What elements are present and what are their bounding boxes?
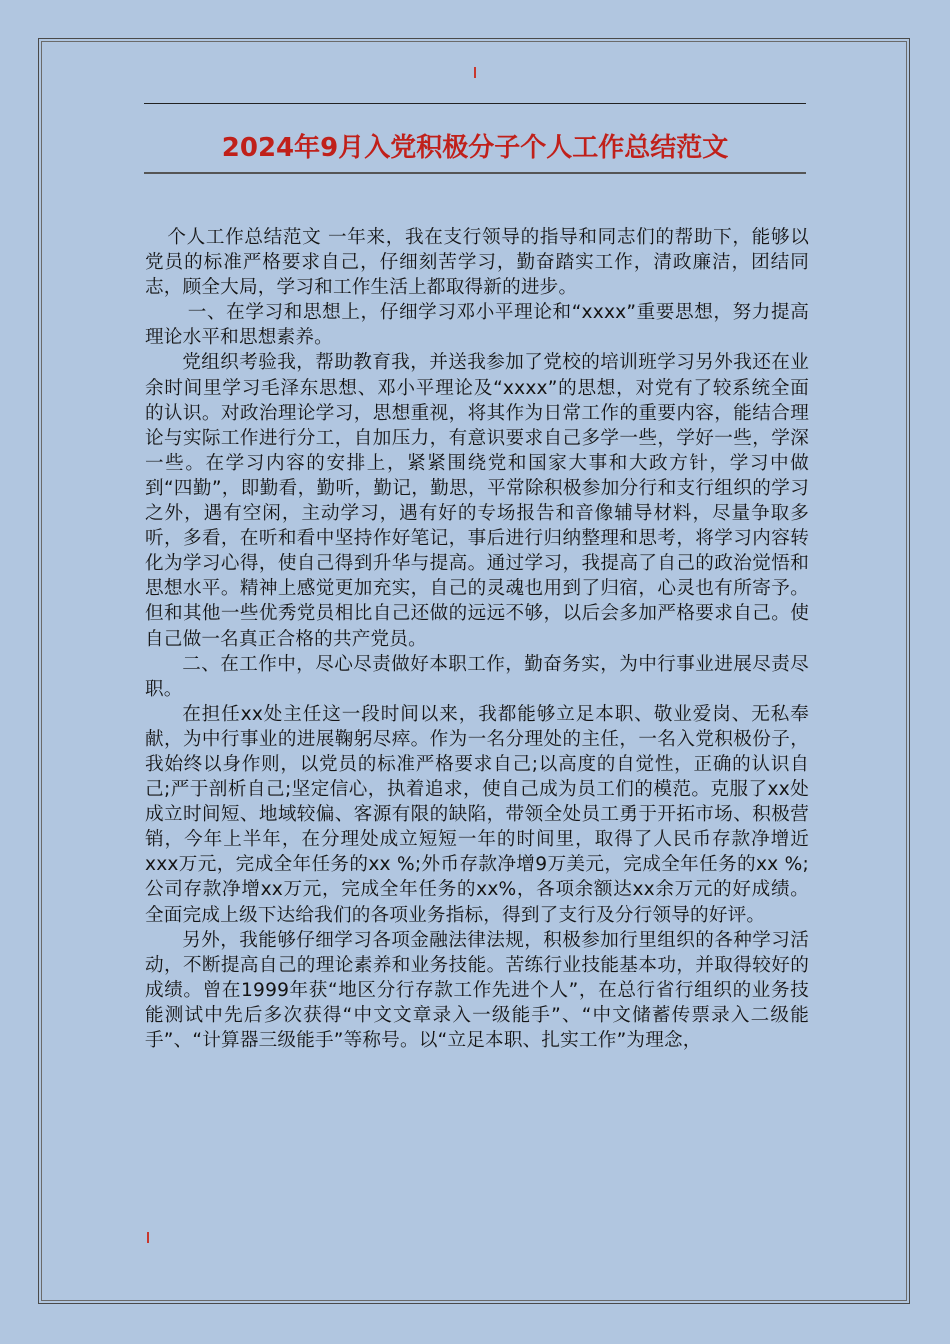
section-heading-2: 二、在工作中，尽心尽责做好本职工作，勤奋务实，为中行事业进展尽责尽职。 [145,653,809,700]
header-rule [144,103,806,104]
document-title: 2024年9月入党积极分子个人工作总结范文 [221,133,729,163]
section-heading-1: 一、在学习和思想上，仔细学习邓小平理论和“xxxx”重要思想，努力提高理论水平和思想素养。 [145,302,809,349]
paragraph-study: 党组织考验我，帮助教育我，并送我参加了党校的培训班学习另外我还在业余时间里学习毛泽东思想、邓小平理论及“xxxx”的思想，对党有了较系统全面的认识。对政治理论学习，思想重视，将其作为日常工作的重要内容，能结合理论与实际工作进行分工，自加压力，有意识要求自己多学一些，学好一些，学深一些。在学习内容的安排上，紧紧围绕党和国家大事和大政方针，学习中做到“四勤”，即勤看，勤听，勤记，勤思，平常除积极参加分行和支行组织的学习之外，遇有空闲，主动学习，遇有好的专场报告和音像辅导材料，尽量争取多听，多看，在听和看中坚持作好笔记，事后进行归纳整理和思考，将学习内容转化为学习心得，使自己得到升华与提高。通过学习，我提高了自己的政治觉悟和思想水平。精神上感觉更加充实，自己的灵魂也用到了归宿，心灵也有所寄予。但和其他一些优秀党员相比自己还做的远远不够，以后会多加严格要求自己。使自己做一名真正合格的共产党员。 [145,352,809,650]
header-mark [474,67,476,78]
paragraph-skills: 另外，我能够仔细学习各项金融法律法规，积极参加行里组织的各种学习活动，不断提高自己的理论素养和业务技能。苦练行业技能基本功，并取得较好的成绩。曾在1999年获“地区分行存款工作先进个人”，在总行省行组织的业务技能测试中先后多次获得“中文文章录入一级能手”、“中文储蓄传票录入二级能手”、“计算器三级能手”等称号。以“立足本职、扎实工作”为理念， [145,929,809,1051]
paragraph-intro: 个人工作总结范文 一年来，我在支行领导的指导和同志们的帮助下，能够以党员的标准严格要求自己，仔细刻苦学习，勤奋踏实工作，清政廉洁，团结同志，顾全大局，学习和工作生活上都取得新的进步。 [145,227,809,299]
footer-mark [147,1232,149,1243]
paragraph-work: 在担任xx处主任这一段时间以来，我都能够立足本职、敬业爱岗、无私奉献，为中行事业的进展鞠躬尽瘁。作为一名分理处的主任，一名入党积极份子，我始终以身作则，以党员的标准严格要求自己;以高度的自觉性，正确的认识自己;严于剖析自己;坚定信心，执着追求，使自己成为员工们的模范。克服了xx处成立时间短、地域较偏、客源有限的缺陷，带领全处员工勇于开拓市场、积极营销，今年上半年，在分理处成立短短一年的时间里，取得了人民币存款净增近xxx万元，完成全年任务的xx %;外币存款净增9万美元，完成全年任务的xx %;公司存款净增xx万元，完成全年任务的xx%，各项余额达xx余万元的好成绩。全面完成上级下达给我们的各项业务指标，得到了支行及分行领导的好评。 [145,703,809,926]
title-underline [144,172,806,174]
document-body [145,225,809,1053]
